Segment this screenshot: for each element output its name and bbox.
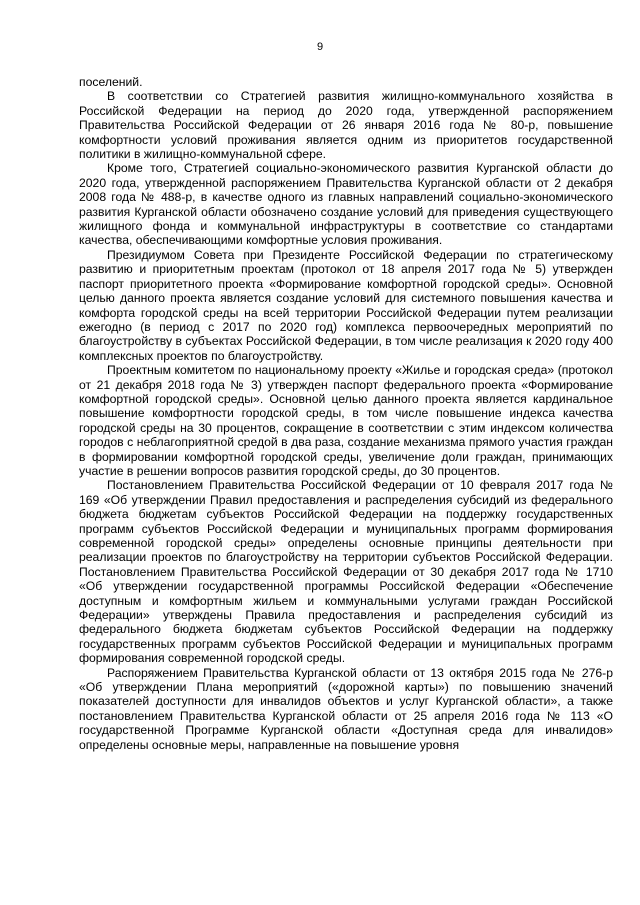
paragraph-continuation: поселений. [79,75,143,89]
paragraph-accessibility: Распоряжением Правительства Курганской области от 13 октября 2015 года № 276-р «Об утверждении Плана мероприятий («дорожной карты») по повышению значений показателей доступности для инвалидов объектов и услуг Курганской области», а также постановлением Правительства Курганской области от 25 апреля 2016 года № 113 «О государственной Программе Курганской области «Доступная среда для инвалидов» определены основные меры, направленные на повышение уровня [79,665,613,752]
page-number: 9 [316,41,324,53]
paragraph-federal-project: Проектным комитетом по национальному проекту «Жилье и городская среда» (протокол от 21 декабря 2018 года № 3) утвержден паспорт федерального проекта «Формирование комфортной городской среды». Основной целью данного проекта является кардинальное повышение комфортности городской среды, в том числе повышение индекса качества городской среды на 30 процентов, сокращение в соответствии с этим индексом количества городов с неблагоприятной средой в два раза, создание механизма прямого участия граждан в формировании комфортной городской среды, увеличение доли граждан, принимающих участие в решении вопросов развития городской среды, до 30 процентов. [79,363,613,478]
document-body [79,75,613,752]
paragraph-government-decrees: Постановлением Правительства Российской Федерации от 10 февраля 2017 года № 169 «Об утверждении Правил предоставления и распределения субсидий из федерального бюджета бюджетам субъектов Российской Федерации на поддержку государственных программ субъектов Российской Федерации и муниципальных программ формирования современной городской среды» определены основные принципы деятельности при реализации проектов по благоустройству на территории субъектов Российской Федерации. Постановлением Правительства Российской Федерации от 30 декабря 2017 года № 1710 «Об утверждении государственной программы Российской Федерации «Обеспечение доступным и комфортным жильем и коммунальными услугами граждан Российской Федерации» утверждены Правила предоставления и распределения субсидий из федерального бюджета бюджетам субъектов Российской Федерации на поддержку государственных программ субъектов Российской Федерации и муниципальных программ формирования современной городской среды. [79,478,613,666]
paragraph-priority-project: Президиумом Совета при Президенте Российской Федерации по стратегическому развитию и приоритетным проектам (протокол от 18 апреля 2017 года № 5) утвержден паспорт приоритетного проекта «Формирование комфортной городской среды». Основной целью данного проекта является создание условий для системного повышения качества и комфорта городской среды на всей территории Российской Федерации путем реализации ежегодно (в период с 2017 по 2020 год) комплекса первоочередных мероприятий по благоустройству в субъектах Российской Федерации, в том числе реализация к 2020 году 400 комплексных проектов по благоустройству. [79,247,613,363]
paragraph-housing-strategy: В соответствии со Стратегией развития жилищно-коммунального хозяйства в Российской Федерации на период до 2020 года, утвержденной распоряжением Правительства Российской Федерации от 26 января 2016 года № 80-р, повышение комфортности условий проживания является одним из приоритетов государственной политики в жилищно-коммунальной сфере. [79,89,613,162]
paragraph-regional-strategy: Кроме того, Стратегией социально-экономического развития Курганской области до 2020 года, утвержденной распоряжением Правительства Курганской области от 2 декабря 2008 года № 488-р, в качестве одного из главных направлений социально-экономического развития Курганской области обозначено создание условий для приведения существующего жилищного фонда и коммунальной инфраструктуры в соответствие со стандартами качества, обеспечивающими комфортные условия проживания. [79,161,613,248]
